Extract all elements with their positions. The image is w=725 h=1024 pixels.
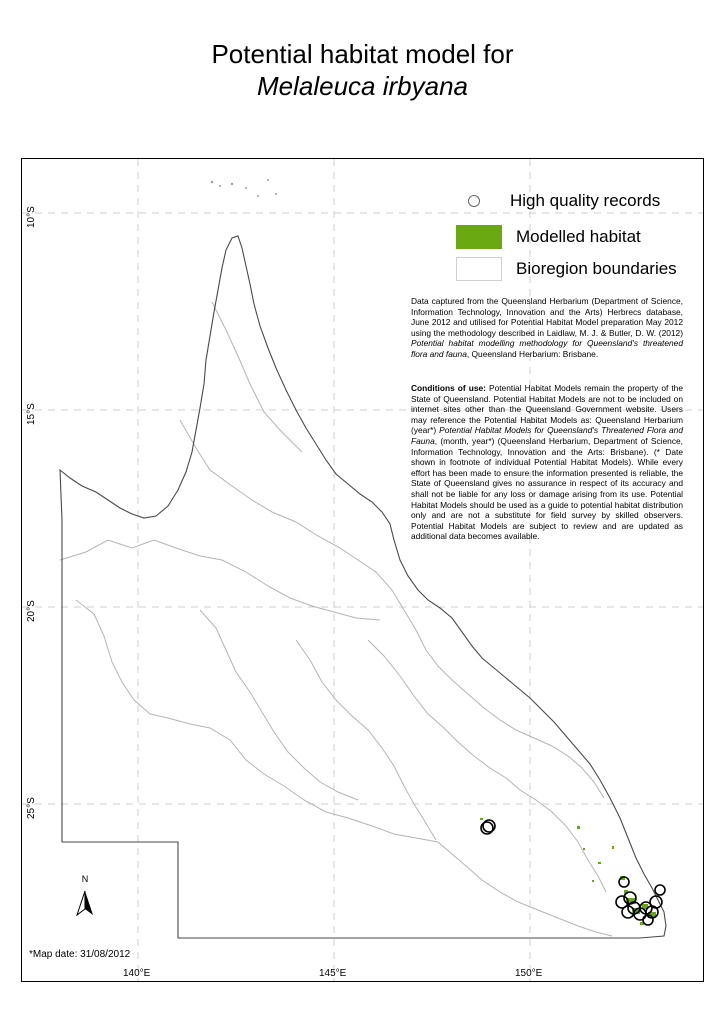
bioregion-line (150, 714, 438, 842)
record-symbol-icon (468, 195, 480, 207)
lat-label-10: 10°S (26, 206, 37, 228)
data-credit-text (411, 296, 683, 360)
north-arrow-icon (73, 873, 97, 919)
credit-text: Data captured from the Queensland Herbarium (Department of Science, Information Technology, Innovation and the Arts) Herbrecs database, June 2012 and utilised for Potential Habitat Model preparation May 2012 using the methodology described in Laidlaw, M. J. & Butler, D. W. (2012) (411, 296, 683, 338)
habitat-patch (480, 818, 483, 820)
habitat-patch (583, 848, 585, 850)
bioregion-line (296, 640, 436, 840)
graticule (22, 159, 703, 981)
island (211, 181, 213, 183)
legend-records (456, 188, 660, 214)
habitat-swatch-icon (456, 225, 502, 249)
island (231, 183, 233, 185)
island (257, 195, 259, 197)
bioregion-line (180, 420, 404, 610)
legend-habitat (456, 224, 641, 250)
record-point (650, 896, 662, 908)
bioregion-line (566, 826, 606, 892)
lon-label-150: 150°E (515, 968, 543, 979)
bioregion-line (404, 610, 604, 798)
habitat-patch (577, 826, 580, 829)
map-title-species: Melaleuca irbyana (256, 71, 468, 101)
record-point (655, 885, 665, 895)
credit-publication-title: Potential habitat modelling methodology for Queensland's threatened flora and fauna (411, 338, 683, 359)
north-arrow-right-half (85, 891, 93, 915)
conditions-heading: Conditions of use: (411, 383, 486, 393)
habitat-patch (592, 880, 594, 882)
conditions-text-end: , (month, year*) (Queensland Herbarium, Department of Science, Information Technology, Innovation and the Arts: Brisbane). (* Date shown in footnote of individual Potential Habitat Models). While every effort has been made to ensure the information presented is reliable, the State of Queensland gives no assurance in respect of its accuracy and shall not be liable for any loss or damage arising from its use. Potential Habitat Models should be used as a guide to potential habitat distribution only and are not a substitute for field survey by skilled observers. Potential Habitat Models are subject to review and are updated as additional data becomes available. (411, 435, 683, 542)
habitat-patch (612, 846, 614, 849)
lon-label-145: 145°E (319, 968, 347, 979)
legend-bioregion-label: Bioregion boundaries (516, 259, 677, 278)
map-title-line1: Potential habitat model for (211, 39, 514, 69)
bioregion-line (368, 640, 566, 826)
north-arrow-left-half (77, 891, 85, 915)
lat-label-15: 15°S (26, 403, 37, 425)
bioregion-line (60, 540, 380, 620)
conditions-publication-title: Potential Habitat Models for Queensland's Threatened Flora and Fauna (411, 425, 683, 446)
modelled-habitat-patches (480, 818, 656, 925)
lon-label-140: 140°E (123, 968, 151, 979)
bioregion-line (76, 600, 150, 714)
island (267, 179, 269, 181)
island (219, 185, 221, 187)
conditions-of-use (411, 383, 683, 542)
bioregion-line (212, 302, 302, 452)
legend-bioregion (456, 256, 677, 282)
legend-habitat-label: Modelled habitat (516, 227, 641, 246)
bioregion-swatch-icon (456, 257, 502, 281)
north-label: N (81, 874, 89, 884)
island (245, 187, 247, 189)
conditions-text: Potential Habitat Models remain the property of the State of Queensland. Potential Habitat Models are not to be included on internet sites other than the Queensland Government website. Users may reference the Potential Habitat Models as: Queensland Herbarium (year*) (411, 383, 683, 436)
lat-label-25: 25°S (26, 797, 37, 819)
legend-records-label: High quality records (510, 191, 661, 210)
lat-label-20: 20°S (26, 600, 37, 622)
torres-strait-islands (211, 179, 277, 197)
credit-text-end: , Queensland Herbarium: Brisbane. (466, 348, 599, 359)
map-date: *Map date: 31/08/2012 (29, 949, 131, 960)
habitat-patch (598, 862, 601, 864)
island (275, 193, 277, 195)
